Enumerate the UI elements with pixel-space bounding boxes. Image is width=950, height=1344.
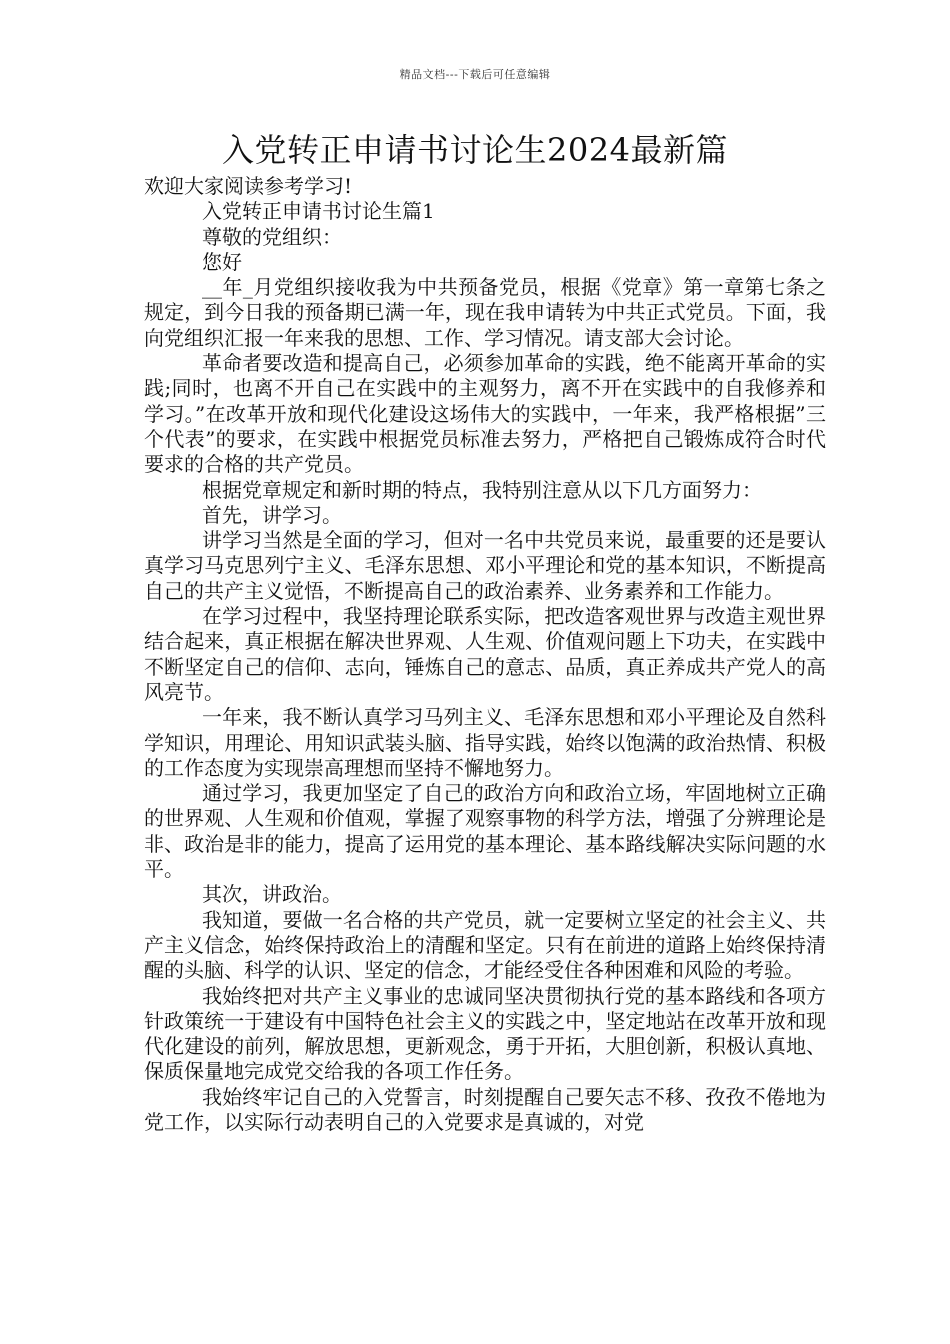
greeting: 您好 [202,249,242,274]
paragraph: 在学习过程中，我坚持理论联系实际，把改造客观世界与改造主观世界结合起来，真正根据在解决世界观、人生观、价值观问题上下功夫，在实践中不断坚定自己的信仰、志向，锤炼自己的意志、品质，真正养成共产党人的高风亮节。 [144,604,826,704]
paragraph: 我始终牢记自己的入党誓言，时刻提醒自己要矢志不移、孜孜不倦地为党工作，以实际行动表明自己的入党要求是真诚的，对党 [144,1084,826,1134]
paragraph: 通过学习，我更加坚定了自己的政治方向和政治立场，牢固地树立正确的世界观、人生观和价值观，掌握了观察事物的科学方法，增强了分辨理论是非、政治是非的能力，提高了运用党的基本理论、基本路线解决实际问题的水平。 [144,781,826,882]
document-title: 入党转正申请书讨论生2024最新篇 [222,131,728,169]
paragraph: 讲学习当然是全面的学习，但对一名中共党员来说，最重要的还是要认真学习马克思列宁主义、毛泽东思想、邓小平理论和党的基本知识，不断提高自己的共产主义觉悟，不断提高自己的政治素养、业务素养和工作能力。 [144,528,826,603]
paragraph: 根据党章规定和新时期的特点，我特别注意从以下几方面努力： [202,477,762,502]
subheading: 其次，讲政治。 [202,882,342,907]
paragraph: 我知道，要做一名合格的共产党员，就一定要树立坚定的社会主义、共产主义信念，始终保持政治上的清醒和坚定。只有在前进的道路上始终保持清醒的头脑、科学的认识、坚定的信念，才能经受住各种困难和风险的考验。 [144,907,826,983]
page-header-watermark: 精品文档---下载后可任意编辑 [399,68,551,81]
intro-line: 欢迎大家阅读参考学习! [144,174,353,198]
paragraph: 我始终把对共产主义事业的忠诚同坚决贯彻执行党的基本路线和各项方针政策统一于建设有中国特色社会主义的实践之中，坚定地站在改革开放和现代化建设的前列，解放思想，更新观念，勇于开拓，大胆创新，积极认真地、保质保量地完成党交给我的各项工作任务。 [144,983,826,1084]
salutation: 尊敬的党组织： [202,224,342,249]
paragraph: 一年来，我不断认真学习马列主义、毛泽东思想和邓小平理论及自然科学知识，用理论、用知识武装头脑、指导实践，始终以饱满的政治热情、积极的工作态度为实现崇高理想而坚持不懈地努力。 [144,705,826,780]
document-body [144,174,826,1135]
paragraph: 革命者要改造和提高自己，必须参加革命的实践，绝不能离开革命的实践;同时，也离不开自己在实践中的主观努力，离不开在实践中的自我修养和学习。”在改革开放和现代化建设这场伟大的实践中，一年来，我严格根据”三个代表”的要求，在实践中根据党员标准去努力，严格把自己锻炼成符合时代要求的合格的共产党员。 [144,351,826,477]
section-heading: 入党转正申请书讨论生篇1 [202,199,435,224]
subheading: 首先，讲学习。 [202,502,342,527]
paragraph: __年_月党组织接收我为中共预备党员，根据《党章》第一章第七条之规定，到今日我的预备期已满一年，现在我申请转为中共正式党员。下面，我向党组织汇报一年来我的思想、工作、学习情况。请支部大会讨论。 [144,275,826,350]
